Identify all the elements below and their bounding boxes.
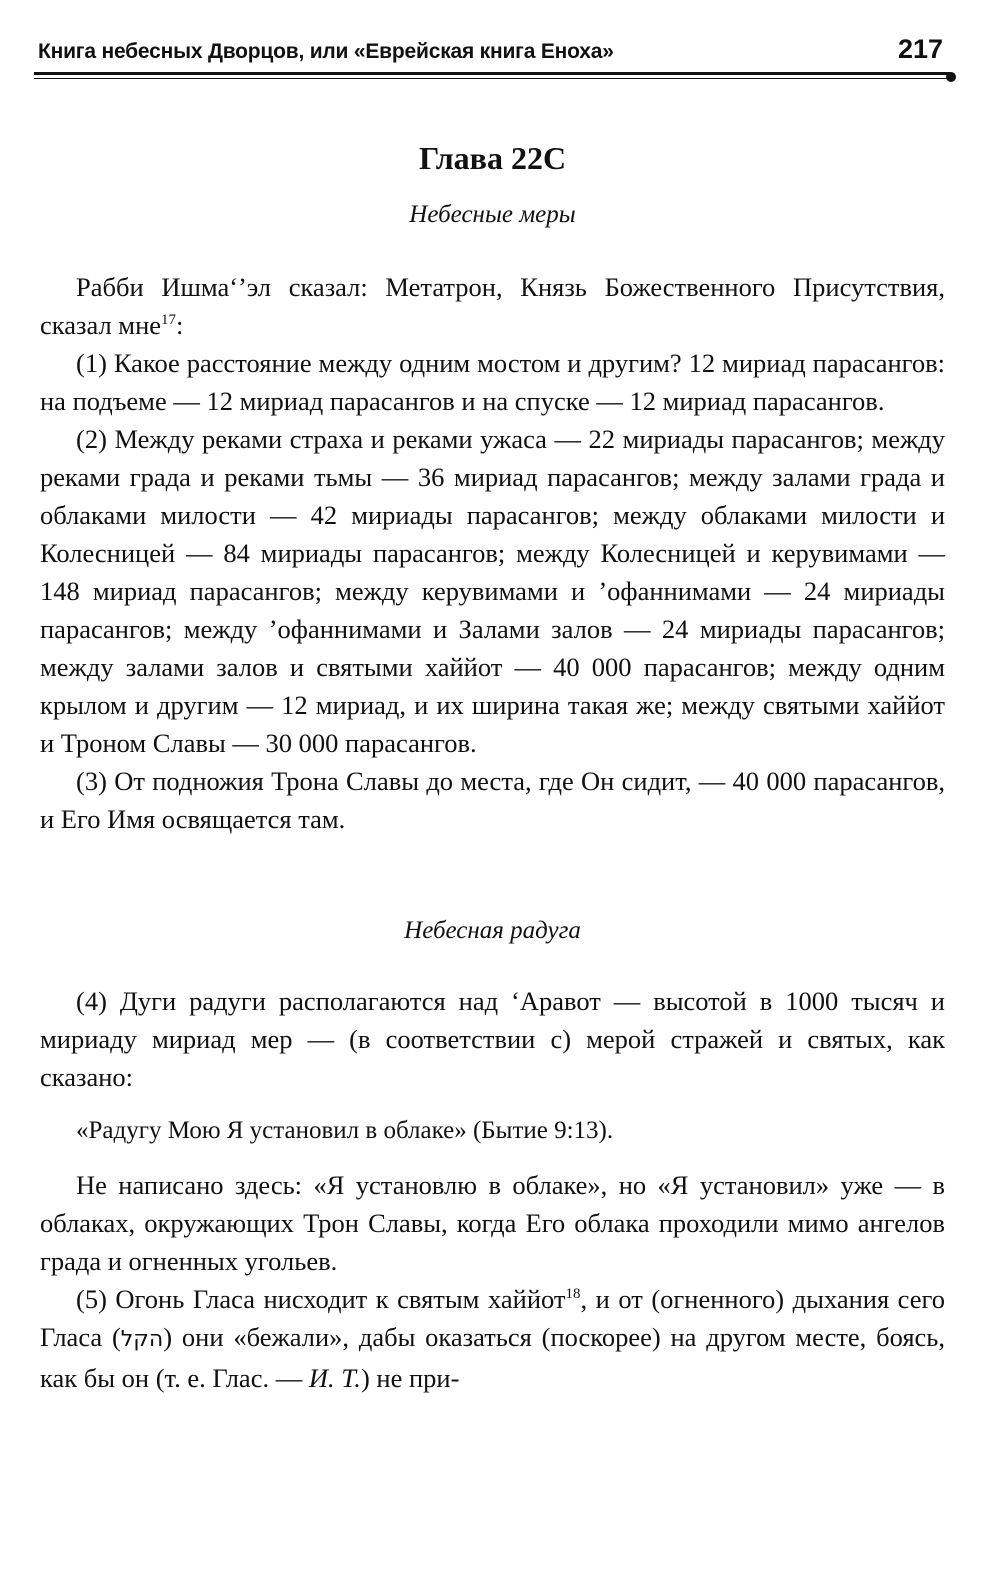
header-rule-dot [946, 72, 956, 82]
p5-text-d: ) не при- [360, 1363, 460, 1393]
footnote-ref-17: 17 [161, 312, 177, 329]
running-header [38, 34, 945, 74]
paragraph-2: (2) Между реками страха и реками ужаса — 22 мириады парасангов; между реками града и реками тьмы — 36 мириад парасангов; между залами града и облаками милости — 42 мириады парасангов; между облаками милости и Колесницей — 84 мириады парасангов; между Колесницей и керувимами — 148 мириад парасангов; между керувимами и ’офаннимами — 24 мириады парасангов; между ’офаннимами и Залами залов — 24 мириады парасангов; между залами залов и святыми хаййот — 40 000 парасангов; между одним крылом и другим — 12 мириад, и их ширина такая же; между святыми хаййот и Троном Славы — 30 000 парасангов. [40, 424, 945, 758]
scripture-quote: «Радугу Мою Я установил в облаке» (Бытие 9:13). [76, 1117, 614, 1144]
p5-text-c: ) они «бежали», дабы оказаться (поскорее) на другом месте, боясь, как бы он (т. е. Глас. — [40, 1322, 945, 1393]
chapter-title: Глава 22С [418, 140, 567, 176]
paragraph-after-quote: Не написано здесь: «Я установлю в облаке», но «Я установил» уже — в облаках, окружающих Трон Славы, когда Его облака проходили мимо ангелов града и огненных угольев. [40, 1170, 945, 1276]
hebrew-word: הקל [120, 1327, 164, 1352]
page-content [40, 140, 945, 1397]
footnote-ref-18: 18 [565, 1286, 581, 1303]
section-subtitle-rainbow: Небесная радуга [404, 917, 581, 944]
running-title: Книга небесных Дворцов, или «Еврейская книга Еноха» [38, 40, 614, 63]
intro-colon: : [176, 310, 184, 340]
intro-text: Рабби Ишма‘’эл сказал: Метатрон, Князь Божественного Присутствия, сказал мне [40, 272, 945, 340]
header-rule-thick [34, 72, 950, 75]
paragraph-intro [40, 268, 945, 344]
page-number: 217 [897, 34, 943, 64]
p5-italic-initials: И. Т. [308, 1363, 361, 1393]
header-rule-thin [34, 78, 950, 79]
section-measures [40, 268, 945, 838]
paragraph-3: (3) От подножия Трона Славы до места, где Он сидит, — 40 000 парасангов, и Его Имя освящается там. [40, 766, 945, 834]
section-rainbow [40, 982, 945, 1397]
section-subtitle-measures: Небесные меры [409, 201, 576, 228]
paragraph-5 [40, 1280, 945, 1397]
paragraph-1: (1) Какое расстояние между одним мостом и другим? 12 мириад парасангов: на подъеме — 12 мириад парасангов и на спуске — 12 мириад парасангов. [40, 348, 945, 416]
p5-text-a: (5) Огонь Гласа нисходит к святым хаййот [76, 1284, 566, 1314]
p5-text-b: , и от (огненного) дыхания сего Гласа ( [40, 1284, 945, 1352]
paragraph-4: (4) Дуги радуги располагаются над ‘Аравот — высотой в 1000 тысяч и мириаду мириад мер — (в соответствии с) мерой стражей и святых, как сказано: [40, 986, 945, 1092]
header-rule [34, 72, 950, 81]
